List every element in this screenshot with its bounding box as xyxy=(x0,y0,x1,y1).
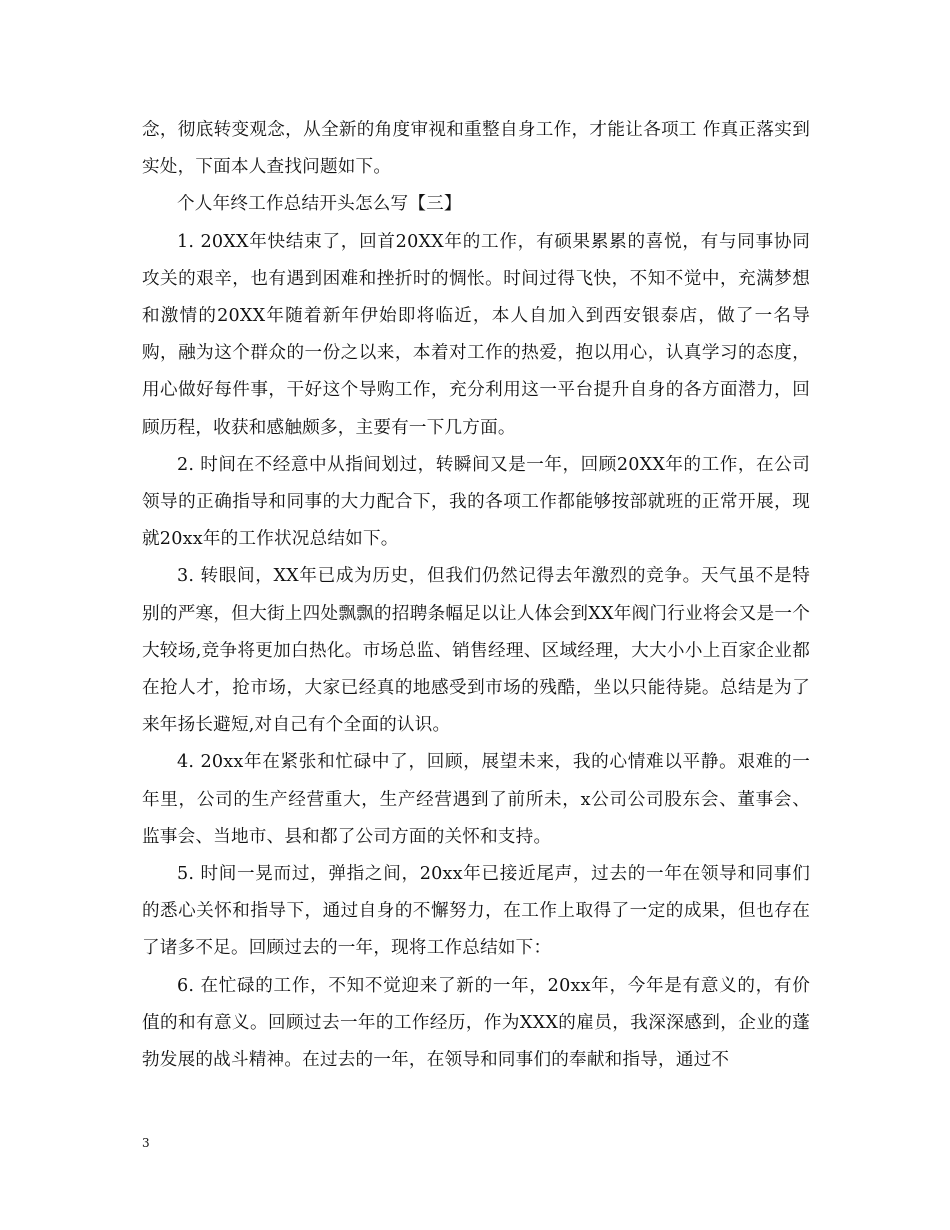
paragraph-6: 6. 在忙碌的工作，不知不觉迎来了新的一年，20xx年，今年是有意义的，有价值的和有意义。回顾过去一年的工作经历，作为XXX的雇员，我深深感到，企业的蓬勃发展的战斗精神。在过去的一年，在领导和同事们的奉献和指导，通过不 xyxy=(142,975,810,1071)
page-number: 3 xyxy=(142,1136,150,1150)
section-heading: 个人年终工作总结开头怎么写【三】 xyxy=(177,194,462,215)
paragraph-continuation: 念，彻底转变观念，从全新的角度审视和重整自身工作，才能让各项工 作真正落实到实处，下面本人查找问题如下。 xyxy=(142,120,810,178)
paragraph-1: 1. 20XX年快结束了，回首20XX年的工作，有硕果累累的喜悦，有与同事协同攻关的艰辛，也有遇到困难和挫折时的惆怅。时间过得飞快，不知不觉中，充满梦想和激情的20XX年随着新年伊始即将临近，本人自加入到西安银泰店，做了一名导购，融为这个群众的一份之以来，本着对工作的热爱，抱以用心，认真学习的态度，用心做好每件事，干好这个导购工作，充分利用这一平台提升自身的各方面潜力，回顾历程，收获和感触颇多，主要有一下几方面。 xyxy=(142,231,810,438)
paragraph-5: 5. 时间一晃而过，弹指之间，20xx年已接近尾声，过去的一年在领导和同事们的悉心关怀和指导下，通过自身的不懈努力，在工作上取得了一定的成果，但也存在了诸多不足。回顾过去的一年，现将工作总结如下： xyxy=(142,864,810,959)
document-body xyxy=(142,112,810,1079)
paragraph-3: 3. 转眼间，XX年已成为历史，但我们仍然记得去年激烈的竞争。天气虽不是特别的严寒，但大街上四处飘飘的招聘条幅足以让人体会到XX年阀门行业将会又是一个大较场,竞争将更加白热化。市场总监、销售经理、区域经理，大大小小上百家企业都在抢人才，抢市场，大家已经真的地感受到市场的残酷，坐以只能待毙。总结是为了来年扬长避短,对自己有个全面的认识。 xyxy=(142,566,810,736)
paragraph-2: 2. 时间在不经意中从指间划过，转瞬间又是一年，回顾20XX年的工作，在公司领导的正确指导和同事的大力配合下，我的各项工作都能够按部就班的正常开展，现就20xx年的工作状况总结如下。 xyxy=(142,454,810,550)
paragraph-4: 4. 20xx年在紧张和忙碌中了，回顾，展望未来，我的心情难以平静。艰难的一年里，公司的生产经营重大，生产经营遇到了前所未，x公司公司股东会、董事会、监事会、当地市、县和都了公司方面的关怀和支持。 xyxy=(142,752,810,847)
